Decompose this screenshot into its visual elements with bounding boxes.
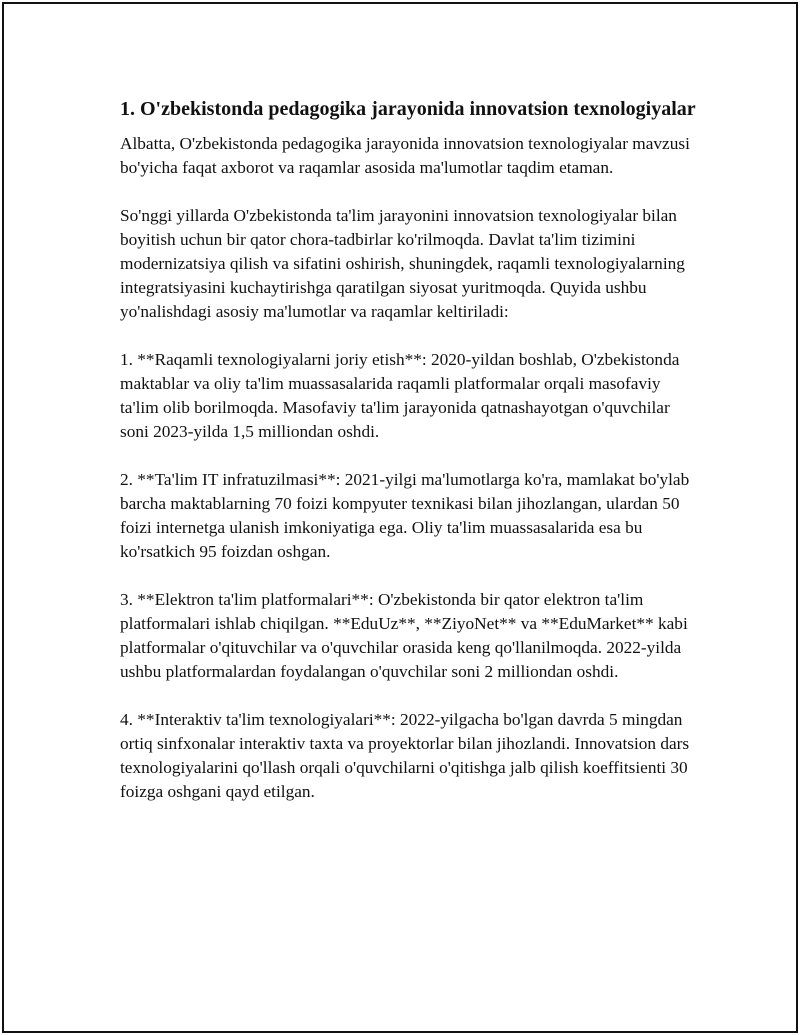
paragraph-intro: Albatta, O'zbekistonda pedagogika jarayonida innovatsion texnologiyalar mavzusi bo'yicha faqat axborot va raqamlar asosida ma'lumotlar taqdim etaman.	[120, 134, 690, 177]
paragraph-overview: So'nggi yillarda O'zbekistonda ta'lim jarayonini innovatsion texnologiyalar bilan boyitish uchun bir qator chora-tadbirlar ko'rilmoqda. Davlat ta'lim tizimini modernizatsiya qilish va sifatini oshirish, shuningdek, raqamli texnologiyalarning integratsiyasini kuchaytirishga qaratilgan siyosat yuritmoqda. Quyida ushbu yo'nalishdagi asosiy ma'lumotlar va raqamlar keltiriladi:	[120, 206, 685, 321]
page-frame	[2, 2, 798, 1033]
paragraph-item-4: 4. **Interaktiv ta'lim texnologiyalari**: 2022-yilgacha bo'lgan davrda 5 mingdan ortiq sinfxonalar interaktiv taxta va proyektorlar bilan jihozlandi. Innovatsion dars texnologiyalarini qo'llash orqali o'quvchilarni o'qitishga jalb qilish koeffitsienti 30 foizga oshgani qayd etilgan.	[120, 710, 690, 801]
paragraph-item-1: 1. **Raqamli texnologiyalarni joriy etish**: 2020-yildan boshlab, O'zbekistonda maktablar va oliy ta'lim muassasalarida raqamli platformalar orqali masofaviy ta'lim olib borilmoqda. Masofaviy ta'lim jarayonida qatnashayotgan o'quvchilar soni 2023-yilda 1,5 milliondan oshdi.	[120, 350, 680, 441]
document-heading: 1. O'zbekistonda pedagogika jarayonida innovatsion texnologiyalar	[120, 98, 696, 120]
document-body	[120, 96, 700, 828]
paragraph-item-2: 2. **Ta'lim IT infratuzilmasi**: 2021-yilgi ma'lumotlarga ko'ra, mamlakat bo'ylab barcha maktablarning 70 foizi kompyuter texnikasi bilan jihozlangan, ulardan 50 foizi internetga ulanish imkoniyatiga ega. Oliy ta'lim muassasalarida esa bu ko'rsatkich 95 foizdan oshgan.	[120, 470, 690, 561]
paragraph-item-3: 3. **Elektron ta'lim platformalari**: O'zbekistonda bir qator elektron ta'lim platformalari ishlab chiqilgan. **EduUz**, **ZiyoNet** va **EduMarket** kabi platformalar o'qituvchilar va o'quvchilar orasida keng qo'llanilmoqda. 2022-yilda ushbu platformalardan foydalangan o'quvchilar soni 2 milliondan oshdi.	[120, 590, 688, 681]
